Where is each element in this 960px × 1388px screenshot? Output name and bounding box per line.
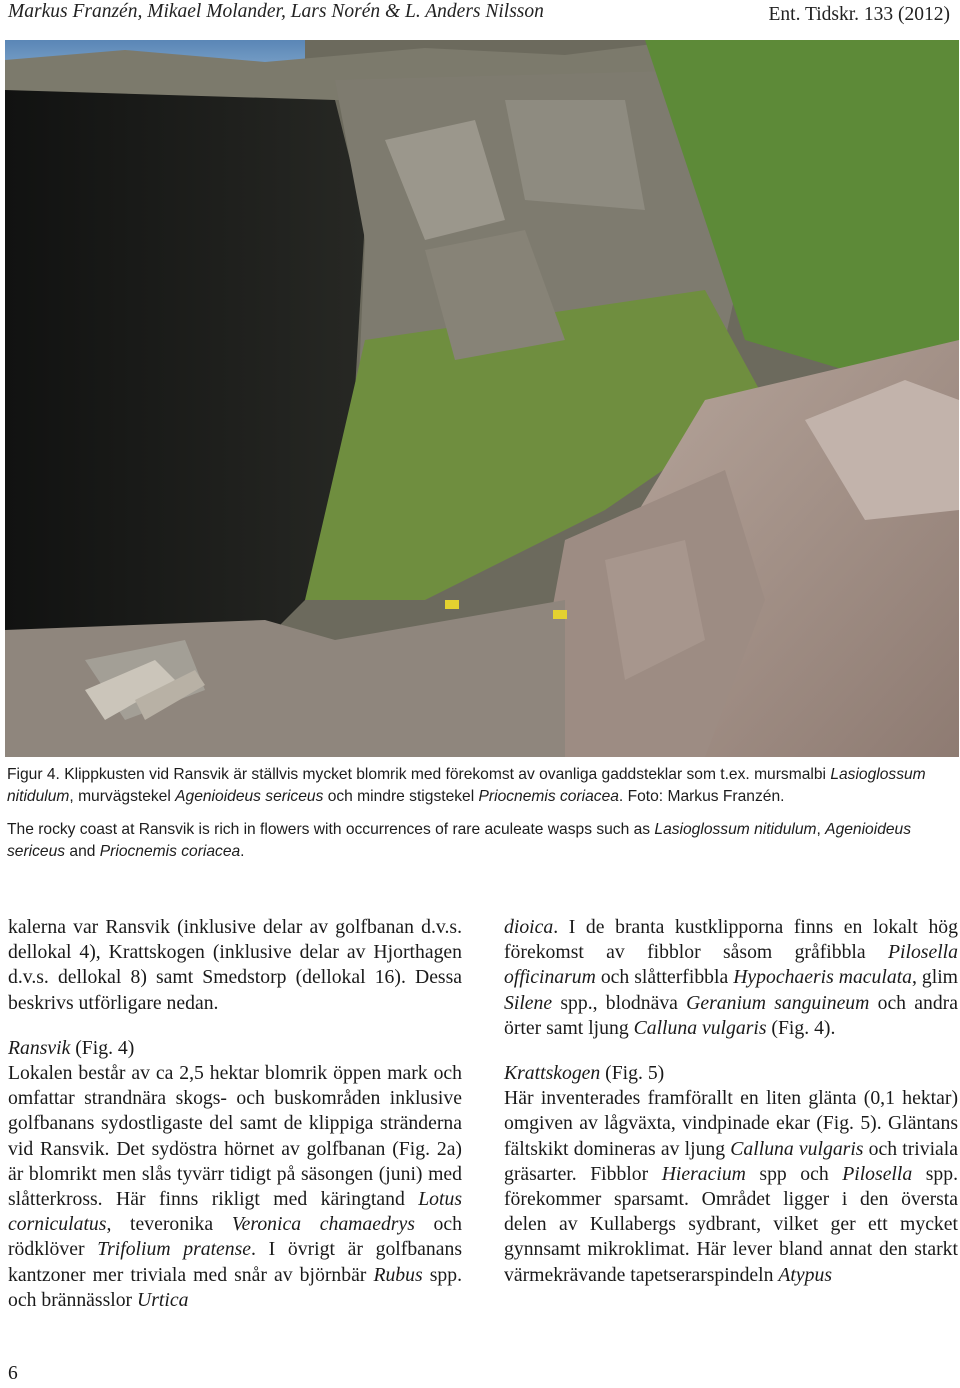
species-name: Agenioideus sericeus <box>175 788 324 805</box>
section-heading <box>504 1061 958 1086</box>
body-paragraph <box>8 1061 462 1313</box>
caption-text: . <box>240 843 245 860</box>
body-text: spp och <box>745 1162 843 1185</box>
body-text: . I övrigt är golfbanans kantzoner mer triviala med snår av björnbär <box>8 1238 462 1286</box>
species-name: Priocnemis coriacea <box>478 788 619 805</box>
running-header-journal: Ent. Tidskr. 133 (2012) <box>768 4 950 25</box>
species-name: Calluna vulgaris <box>633 1016 767 1039</box>
caption-text: and <box>65 843 100 860</box>
section-figure-ref: (Fig. 5) <box>600 1062 665 1085</box>
body-text: och triviala gräsarter. Fibblor <box>504 1137 958 1185</box>
species-name: Priocnemis coriacea <box>99 843 241 860</box>
coast-photo-illustration <box>5 40 959 757</box>
species-name: Hieracium <box>661 1162 746 1185</box>
body-column-right <box>504 915 958 1288</box>
caption-text: och mindre stigstekel <box>323 788 479 805</box>
caption-text: , murvägstekel <box>69 788 176 805</box>
caption-text: The rocky coast at Ransvik is rich in flowers with occurrences of rare aculeate wasps such as <box>7 821 655 838</box>
body-text: , teveronika <box>106 1213 232 1236</box>
species-name: Veronica chamaedrys <box>231 1213 415 1236</box>
body-text: . I de branta kustklipporna finns en lokalt hög förekomst av fibblor såsom gråfibbla <box>504 916 958 964</box>
species-name: Rubus <box>373 1263 423 1286</box>
body-paragraph <box>504 1086 958 1288</box>
species-name: Agenioideus sericeus <box>7 821 912 860</box>
species-name: Silene <box>504 991 553 1014</box>
running-header-authors: Markus Franzén, Mikael Molander, Lars Norén & L. Anders Nilsson <box>8 1 544 22</box>
species-name: Lasioglossum nitidulum <box>7 766 926 805</box>
species-name: Lotus corniculatus <box>8 1188 462 1236</box>
species-name: Geranium sanguineum <box>686 991 870 1014</box>
body-text: Lokalen består av ca 2,5 hektar blomrik öppen mark och omfattar strandnära skogs- och buskområden inklusive golfbanans sydostligaste del samt de klippiga stränderna vid Ransvik. Det sydöstra hörnet av golfbanan (Fig. 2a) är blomrikt men slås tyvärr tidigt på säsongen (juni) med slåtterkross. Här finns rikligt med käringtand <box>8 1062 462 1211</box>
section-figure-ref: (Fig. 4) <box>70 1036 135 1059</box>
species-name: Trifolium pratense <box>97 1238 252 1261</box>
species-name: Urtica <box>137 1288 189 1311</box>
page-number: 6 <box>8 1363 18 1384</box>
body-text: och slåtterfibbla <box>595 966 734 989</box>
species-name: Lasioglossum nitidulum <box>654 821 817 838</box>
body-text: spp., blodnäva <box>552 991 687 1014</box>
species-name: Atypus <box>778 1263 832 1286</box>
section-title: Krattskogen <box>504 1062 601 1085</box>
body-paragraph: kalerna var Ransvik (inklusive delar av golfbanan d.v.s. dellokal 4), Krattskogen (inklusive delar av Hjorthagen d.v.s. dellokal 8) samt Smedstorp (dellokal 16). Dessa beskrivs utförligare nedan. <box>8 916 462 1014</box>
body-text: och andra örter samt ljung <box>504 991 958 1039</box>
body-text: spp. förekommer sparsamt. Området ligger i den översta delen av Kullabergs sydbrant, vilket ger ett mycket gynnsamt mikroklimat. Här lever bland annat den starkt värmekrävande tapetserarspindeln <box>504 1162 959 1286</box>
caption-text: . Foto: Markus Franzén. <box>618 788 785 805</box>
species-name: Pilosella officinarum <box>504 941 958 989</box>
figure-label: Figur 4. <box>7 766 60 783</box>
section-heading <box>8 1036 462 1061</box>
body-text: spp. och brännässlor <box>8 1263 462 1311</box>
figure-photo <box>5 40 959 757</box>
species-name: Hypochaeris maculata <box>733 966 913 989</box>
body-column-left <box>8 915 462 1313</box>
figure-caption-swedish <box>7 764 955 808</box>
species-name: Pilosella <box>842 1162 913 1185</box>
body-text: och rödklöver <box>8 1213 462 1261</box>
body-text: (Fig. 4). <box>766 1016 836 1039</box>
figure-caption-english <box>7 819 955 863</box>
body-text: Här inventerades framförallt en liten glänta (0,1 hektar) omgiven av lågväxta, vindpinade ekar (Fig. 5). Gläntans fältskikt domineras av ljung <box>504 1087 958 1160</box>
species-name: Calluna vulgaris <box>730 1137 864 1160</box>
caption-text: , <box>816 821 826 838</box>
section-title: Ransvik <box>8 1036 71 1059</box>
body-text: , glim <box>912 966 958 989</box>
species-name: dioica <box>504 916 554 938</box>
body-paragraph <box>504 915 958 1041</box>
caption-text: Klippkusten vid Ransvik är ställvis mycket blomrik med förekomst av ovanliga gaddsteklar som t.ex. mursmalbi <box>59 766 831 783</box>
